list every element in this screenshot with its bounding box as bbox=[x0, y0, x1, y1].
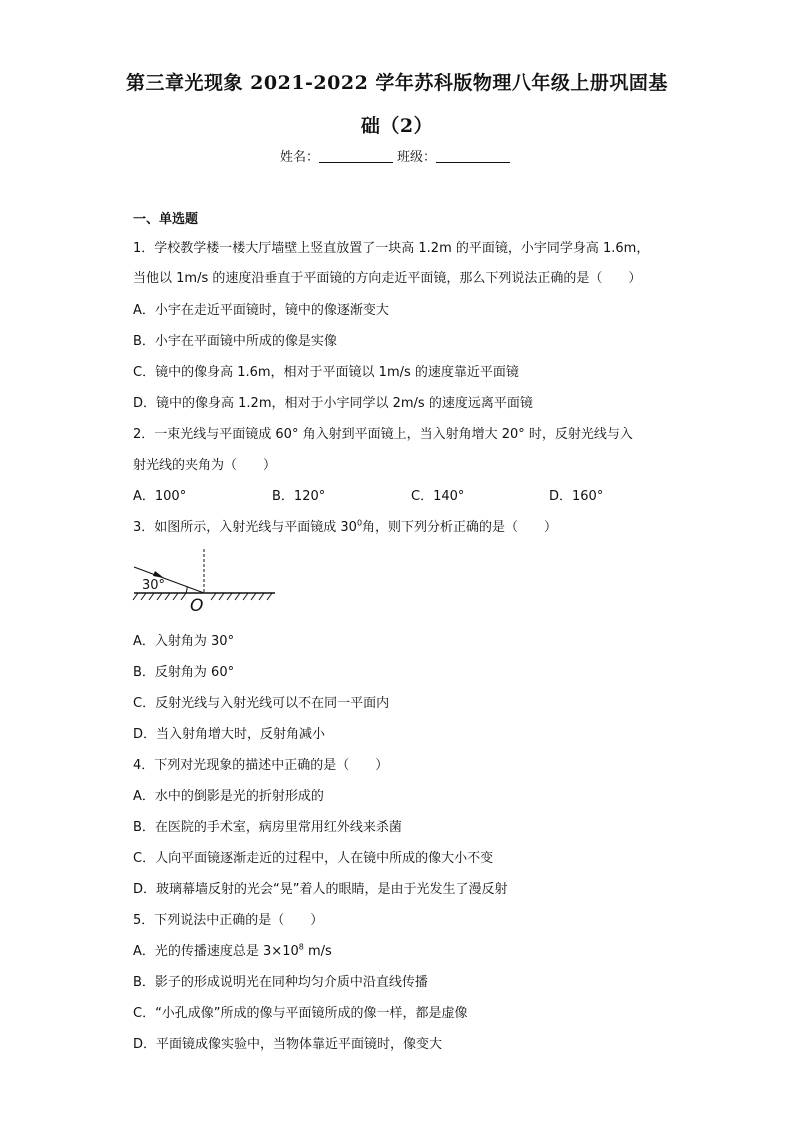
q1-option-c: C．镜中的像身高 1.6m，相对于平面镜以 1m/s 的速度靠近平面镜 bbox=[133, 365, 519, 380]
q1-stem-line2: 当他以 1m/s 的速度沿垂直于平面镜的方向走近平面镜，那么下列说法正确的是（ ） bbox=[133, 271, 642, 286]
incident-ray-arrow bbox=[153, 571, 164, 578]
q4-option-c: C．人向平面镜逐渐走近的过程中，人在镜中所成的像大小不变 bbox=[133, 851, 494, 866]
q2-options bbox=[133, 485, 733, 504]
class-label: 班级： bbox=[397, 150, 437, 165]
angle-label: 30° bbox=[142, 578, 166, 593]
q2-option-b: B．120° bbox=[272, 489, 326, 504]
q5-option-c: C．“小孔成像”所成的像与平面镜所成的像一样，都是虚像 bbox=[133, 1006, 468, 1021]
q2-option-a: A．100° bbox=[133, 489, 187, 504]
q3-option-c: C．反射光线与入射光线可以不在同一平面内 bbox=[133, 696, 390, 711]
page-title-continued: 础（2） bbox=[360, 115, 434, 137]
q3-option-a: A．入射角为 30° bbox=[133, 634, 235, 649]
q4-option-d: D．玻璃幕墙反射的光会“晃”着人的眼睛，是由于光发生了漫反射 bbox=[133, 882, 508, 897]
page-title: 第三章光现象 2021-2022 学年苏科版物理八年级上册巩固基 bbox=[126, 72, 668, 94]
q2-stem-line2: 射光线的夹角为（ ） bbox=[133, 458, 277, 473]
name-blank[interactable] bbox=[319, 149, 393, 163]
q5-stem: 5．下列说法中正确的是（ ） bbox=[133, 913, 324, 928]
mirror-reflection-figure bbox=[130, 545, 280, 615]
q1-option-b: B．小宇在平面镜中所成的像是实像 bbox=[133, 334, 337, 349]
q4-option-b: B．在医院的手术室，病房里常用红外线来杀菌 bbox=[133, 820, 402, 835]
q3-option-b: B．反射角为 60° bbox=[133, 665, 235, 680]
q3-stem: 3．如图所示，入射光线与平面镜成 $30^0$角，则下列分析正确的是（ ） bbox=[133, 518, 558, 535]
q4-stem: 4．下列对光现象的描述中正确的是（ ） bbox=[133, 758, 389, 773]
q5-option-d: D．平面镜成像实验中，当物体靠近平面镜时，像变大 bbox=[133, 1037, 443, 1052]
q4-option-a: A．水中的倒影是光的折射形成的 bbox=[133, 789, 324, 804]
angle-arc bbox=[186, 587, 187, 594]
section-heading: 一、单选题 bbox=[133, 212, 199, 227]
class-blank[interactable] bbox=[436, 149, 510, 163]
q5-option-b: B．影子的形成说明光在同种均匀介质中沿直线传播 bbox=[133, 975, 428, 990]
q2-option-c: C．140° bbox=[411, 489, 465, 504]
q2-option-d: D．160° bbox=[549, 489, 604, 504]
q5-option-a: A．光的传播速度总是 $3\times 10^8$ m/s bbox=[133, 942, 332, 959]
q2-stem-line1: 2．一束光线与平面镜成 60° 角入射到平面镜上，当入射角增大 20° 时，反射光线与入 bbox=[133, 427, 633, 442]
q1-option-d: D．镜中的像身高 1.2m，相对于小宇同学以 2m/s 的速度远离平面镜 bbox=[133, 396, 533, 411]
name-label: 姓名： bbox=[279, 150, 319, 165]
q1-option-a: A．小宇在走近平面镜时，镜中的像逐渐变大 bbox=[133, 303, 389, 318]
q3-option-d: D．当入射角增大时，反射角减小 bbox=[133, 727, 326, 742]
student-info-row bbox=[0, 146, 794, 165]
incidence-point-label: O bbox=[190, 596, 204, 615]
q1-stem-line1: 1．学校教学楼一楼大厅墙壁上竖直放置了一块高 1.2m 的平面镜，小宇同学身高 1.6m， bbox=[133, 241, 650, 256]
